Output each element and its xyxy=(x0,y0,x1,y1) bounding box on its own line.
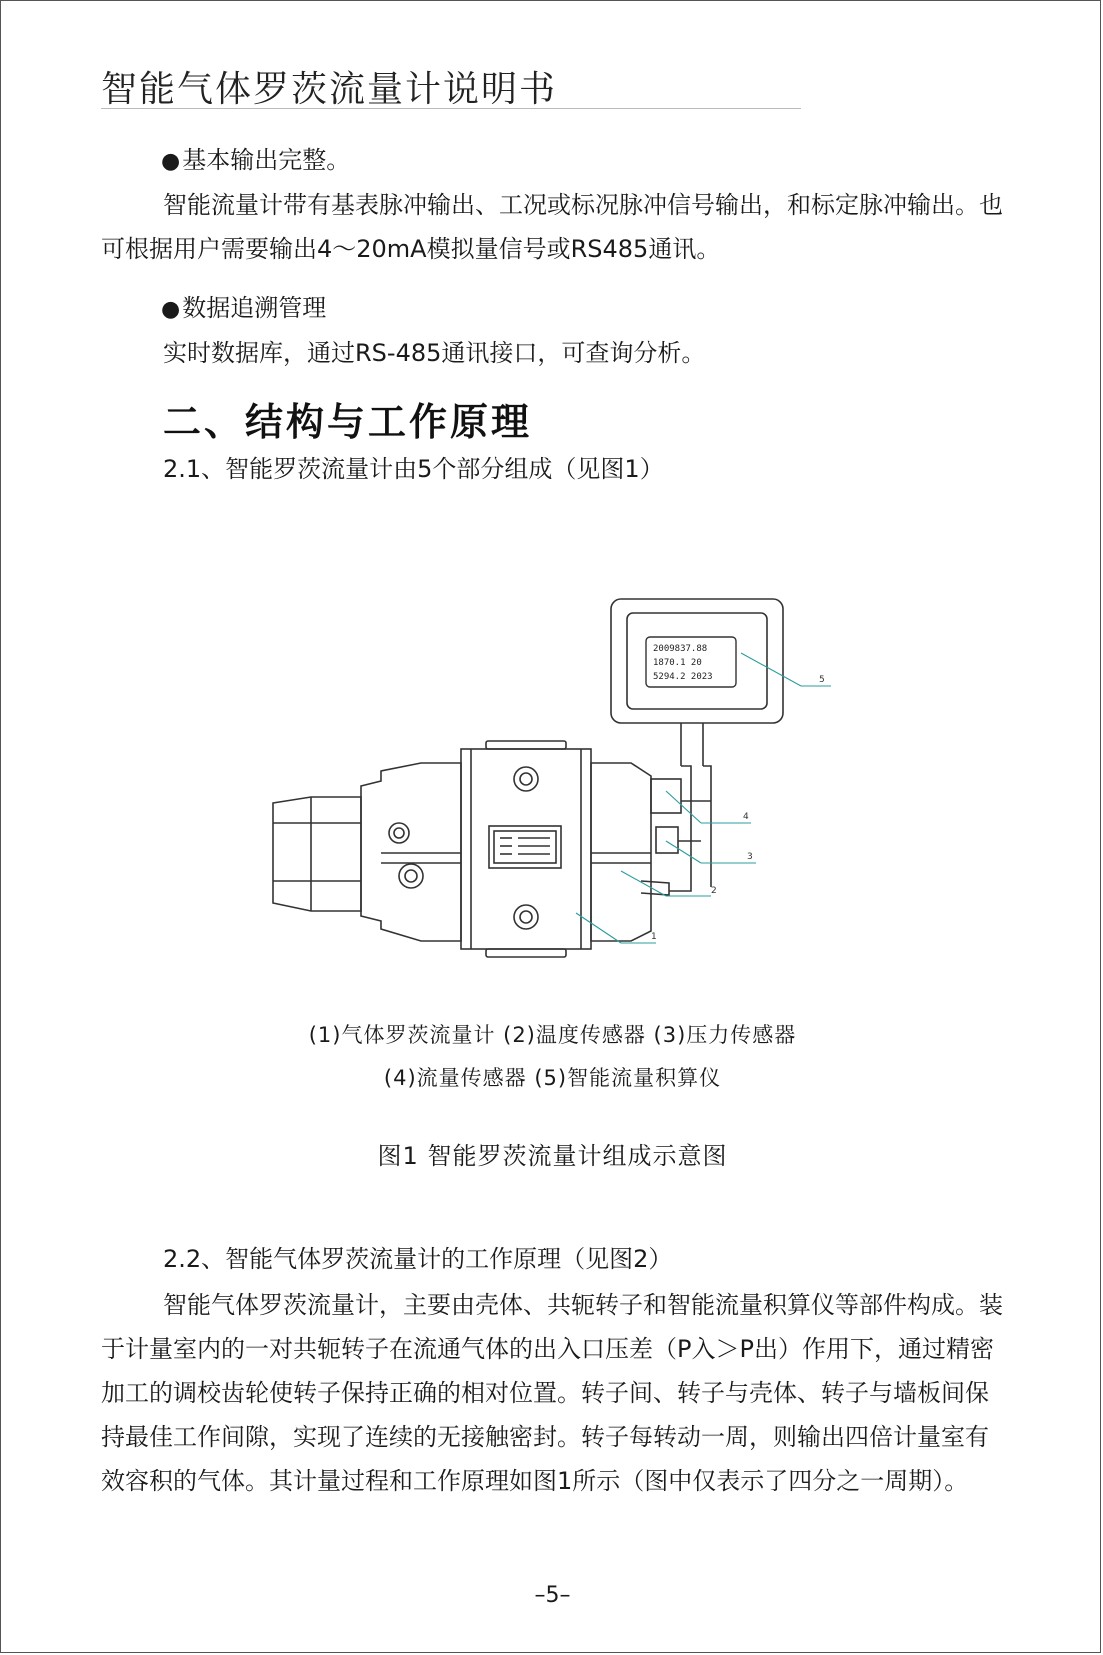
top-bolt-icon xyxy=(514,767,538,791)
nameplate xyxy=(489,826,561,868)
callout-2: 2 xyxy=(711,886,717,896)
display-line-1: 2009837.88 xyxy=(653,644,708,654)
running-title: 智能气体罗茨流量计说明书 xyxy=(101,69,558,110)
callout-1: 1 xyxy=(651,932,657,942)
callout-3: 3 xyxy=(747,852,753,862)
feature-2-heading xyxy=(161,286,326,332)
inlet-flange xyxy=(273,797,361,911)
subsection-2-1-heading: 2.1、智能罗茨流量计由5个部分组成（见图1） xyxy=(163,455,664,483)
callout-4: 4 xyxy=(743,812,749,822)
bullet-dot-icon: ● xyxy=(161,297,181,322)
pressure-sensor xyxy=(656,827,678,853)
meter-body xyxy=(461,749,591,949)
feature-2-body-text: 实时数据库，通过RS-485通讯接口，可查询分析。 xyxy=(163,339,706,367)
feature-1-heading xyxy=(161,138,350,184)
flow-sensor xyxy=(651,779,681,813)
feature-1-body-text: 智能流量计带有基表脉冲输出、工况或标况脉冲信号输出，和标定脉冲输出。也可根据用户需要输出4～20mA模拟量信号或RS485通讯。 xyxy=(101,191,1003,263)
feature-2-heading-text: 数据追溯管理 xyxy=(182,294,327,322)
feature-1-body xyxy=(101,183,1006,271)
left-end-cover xyxy=(361,763,461,941)
feature-1-heading-text: 基本输出完整。 xyxy=(182,146,351,174)
title-divider xyxy=(101,108,801,109)
temperature-sensor xyxy=(641,881,669,895)
working-principle-text: 智能气体罗茨流量计，主要由壳体、共轭转子和智能流量积算仪等部件构成。装于计量室内的一对共轭转子在流通气体的出入口压差（P入＞P出）作用下，通过精密加工的调校齿轮使转子保持正确的相对位置。转子间、转子与壳体、转子与墙板间保持最佳工作间隙，实现了连续的无接触密封。转子每转动一周，则输出四倍计量室有效容积的气体。其计量过程和工作原理如图1所示（图中仅表示了四分之一周期）。 xyxy=(101,1291,1003,1495)
right-end-cover xyxy=(591,763,651,941)
figure-1-diagram xyxy=(271,591,871,991)
figure-caption-line-1: (1)气体罗茨流量计 (2)温度传感器 (3)压力传感器 xyxy=(308,1023,797,1047)
callout-5: 5 xyxy=(819,675,825,685)
bottom-bolt-icon xyxy=(514,905,538,929)
section-heading: 二、结构与工作原理 xyxy=(163,400,533,444)
figure-caption-line-2: (4)流量传感器 (5)智能流量积算仪 xyxy=(383,1066,722,1090)
figure-title: 图1 智能罗茨流量计组成示意图 xyxy=(377,1142,728,1170)
working-principle-paragraph xyxy=(101,1283,1006,1503)
display-line-3: 5294.2 2023 xyxy=(653,672,713,682)
page-number: –5– xyxy=(534,1583,571,1608)
bullet-dot-icon: ● xyxy=(161,149,181,174)
subsection-2-2-heading: 2.2、智能气体罗茨流量计的工作原理（见图2） xyxy=(163,1245,673,1273)
callout-leaders xyxy=(576,653,831,943)
flowmeter-assembly-drawing xyxy=(271,591,871,991)
display-line-2: 1870.1 20 xyxy=(653,658,702,668)
feature-2-body xyxy=(101,331,1006,375)
